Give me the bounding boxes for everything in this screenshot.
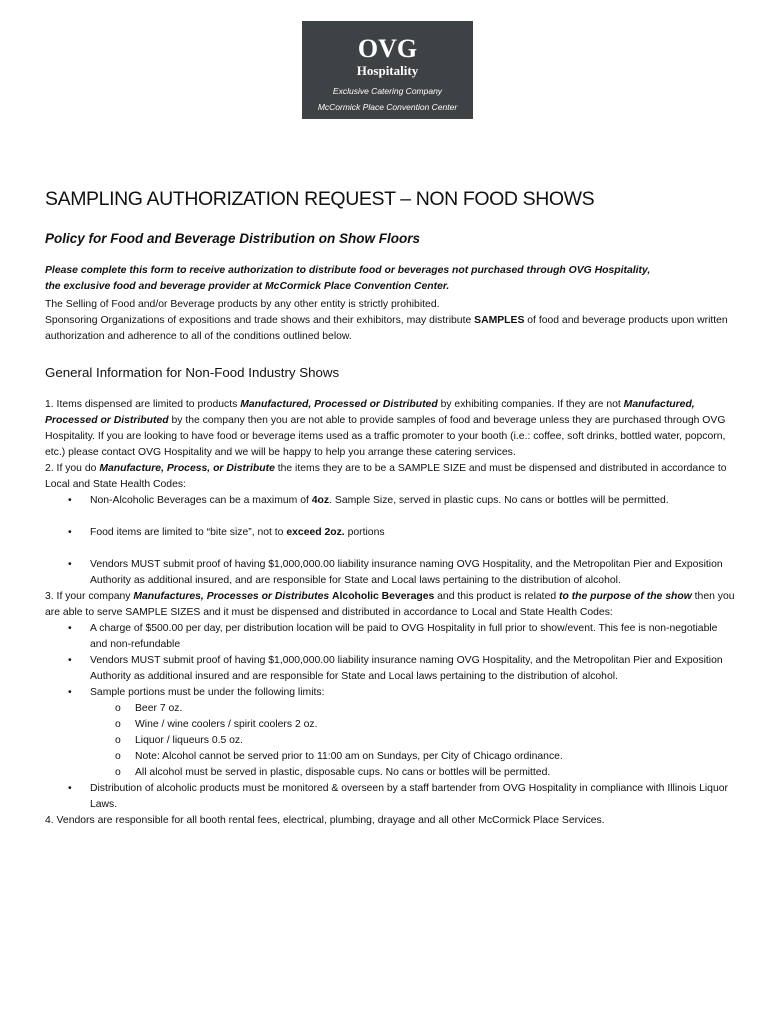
list-item xyxy=(90,493,735,509)
item3-emphasis-2: Alcoholic Beverages xyxy=(332,591,435,602)
item2-text-c: the items they are to be a SAMPLE SIZE and must be dispensed and distributed in accordance to Local and State Health Codes: xyxy=(45,463,727,490)
list-item xyxy=(90,525,735,541)
sponsor-paragraph xyxy=(45,313,735,345)
item3-text-e: and this product is related xyxy=(434,591,560,602)
list-item xyxy=(90,685,735,781)
item-1 xyxy=(45,397,735,461)
item3-bullets xyxy=(45,621,735,813)
intro-line-1: Please complete this form to receive authorization to distribute food or beverages not purchased through OVG Hospitality, xyxy=(45,265,651,276)
logo-tagline-2: McCormick Place Convention Center xyxy=(317,102,458,112)
item2-emphasis: Manufacture, Process, or Distribute xyxy=(99,463,275,474)
item1-text-e: by the company then you are not able to provide samples of food and beverage unless they are purchased through OVG Hospitality. If you are looking to have food or beverage items used as a traffic promoter to your booth (i.e.: coffee, soft drinks, bottled water, popcorn, etc.) please contact OVG Hospitality and we will be happy to help you arrange these catering services. xyxy=(45,415,726,458)
item-3 xyxy=(45,589,735,621)
list-item: • Distribution of alcoholic products must be monitored & overseen by a staff bartender from OVG Hospitality in compliance with Illinois Liquor Laws. xyxy=(90,781,735,813)
list-item: • A charge of $500.00 per day, per distribution location will be paid to OVG Hospitality in full prior to show/event. This fee is non-negotiable and non-refundable xyxy=(90,621,735,653)
list-item: • Vendors MUST submit proof of having $1,000,000.00 liability insurance naming OVG Hospitality, and the Metropolitan Pier and Exposition Authority as additional insured, and are responsible for State and Local laws pertaining to the distribution of alcohol. xyxy=(90,557,735,589)
bullet-text: portions xyxy=(344,527,385,538)
sub-list-item: o All alcohol must be served in plastic, disposable cups. No cans or bottles will be permitted. xyxy=(135,765,735,781)
bullet-emphasis: 4oz xyxy=(311,495,330,506)
policy-subtitle: Policy for Food and Beverage Distribution on Show Floors xyxy=(45,231,421,246)
intro-instructions xyxy=(45,263,735,295)
item3-emphasis-3: to the purpose of the show xyxy=(559,591,692,602)
item1-emphasis-1: Manufactured, Processed or Distributed xyxy=(240,399,438,410)
item-4: 4. Vendors are responsible for all booth rental fees, electrical, plumbing, drayage and all other McCormick Place Services. xyxy=(45,815,605,826)
company-logo xyxy=(302,21,473,119)
bullet-text: Sample portions must be under the following limits: xyxy=(90,687,325,698)
sponsor-text-a: Sponsoring Organizations of expositions and trade shows and their exhibitors, may distribute xyxy=(45,315,475,326)
portion-limits xyxy=(90,701,735,781)
document-body xyxy=(45,186,735,829)
bullet-text: Food items are limited to “bite size”, not to xyxy=(90,527,287,538)
sub-list-item: o Wine / wine coolers / spirit coolers 2 oz. xyxy=(135,717,735,733)
item1-emphasis-2: Manufactured, Processed or Distributed xyxy=(45,399,695,426)
item2-bullets xyxy=(45,493,735,589)
bullet-emphasis: exceed 2oz. xyxy=(286,527,345,538)
sub-list-item: o Beer 7 oz. xyxy=(135,701,735,717)
item3-text-a: 3. If your company xyxy=(45,591,134,602)
sub-list-item: o Note: Alcohol cannot be served prior to 11:00 am on Sundays, per City of Chicago ordinance. xyxy=(135,749,735,765)
logo-subtitle: Hospitality xyxy=(356,63,419,78)
sub-list-item: o Liquor / liqueurs 0.5 oz. xyxy=(135,733,735,749)
samples-emphasis: SAMPLES xyxy=(474,315,525,326)
sponsor-text-c: of food and beverage products upon written authorization and adherence to all of the conditions outlined below. xyxy=(45,315,728,342)
bullet-text: . Sample Size, served in plastic cups. No cans or bottles will be permitted. xyxy=(329,495,669,506)
logo-brand: OVG xyxy=(357,34,418,63)
item2-text-a: 2. If you do xyxy=(45,463,100,474)
item3-emphasis-1: Manufactures, Processes or Distributes xyxy=(133,591,330,602)
intro-line-2: the exclusive food and beverage provider at McCormick Place Convention Center. xyxy=(45,281,450,292)
list-item: • Vendors MUST submit proof of having $1,000,000.00 liability insurance naming OVG Hospitality, and the Metropolitan Pier and Exposition Authority as additional insured and are responsible for State and Local laws pertaining to the distribution of alcohol. xyxy=(90,653,735,685)
item3-text-g: then you are able to serve SAMPLE SIZES and it must be dispensed and distributed in accordance to Local and State Health Codes: xyxy=(45,591,735,618)
bullet-text: Non-Alcoholic Beverages can be a maximum of xyxy=(90,495,312,506)
section-heading: General Information for Non-Food Industry Shows xyxy=(45,365,340,380)
item1-text-a: 1. Items dispensed are limited to products xyxy=(45,399,241,410)
item1-text-c: by exhibiting companies. If they are not xyxy=(437,399,624,410)
document-title: SAMPLING AUTHORIZATION REQUEST – NON FOOD SHOWS xyxy=(45,188,595,210)
selling-notice: The Selling of Food and/or Beverage products by any other entity is strictly prohibited. xyxy=(45,299,440,310)
logo-tagline-1: Exclusive Catering Company xyxy=(332,86,443,96)
item-2 xyxy=(45,461,735,493)
